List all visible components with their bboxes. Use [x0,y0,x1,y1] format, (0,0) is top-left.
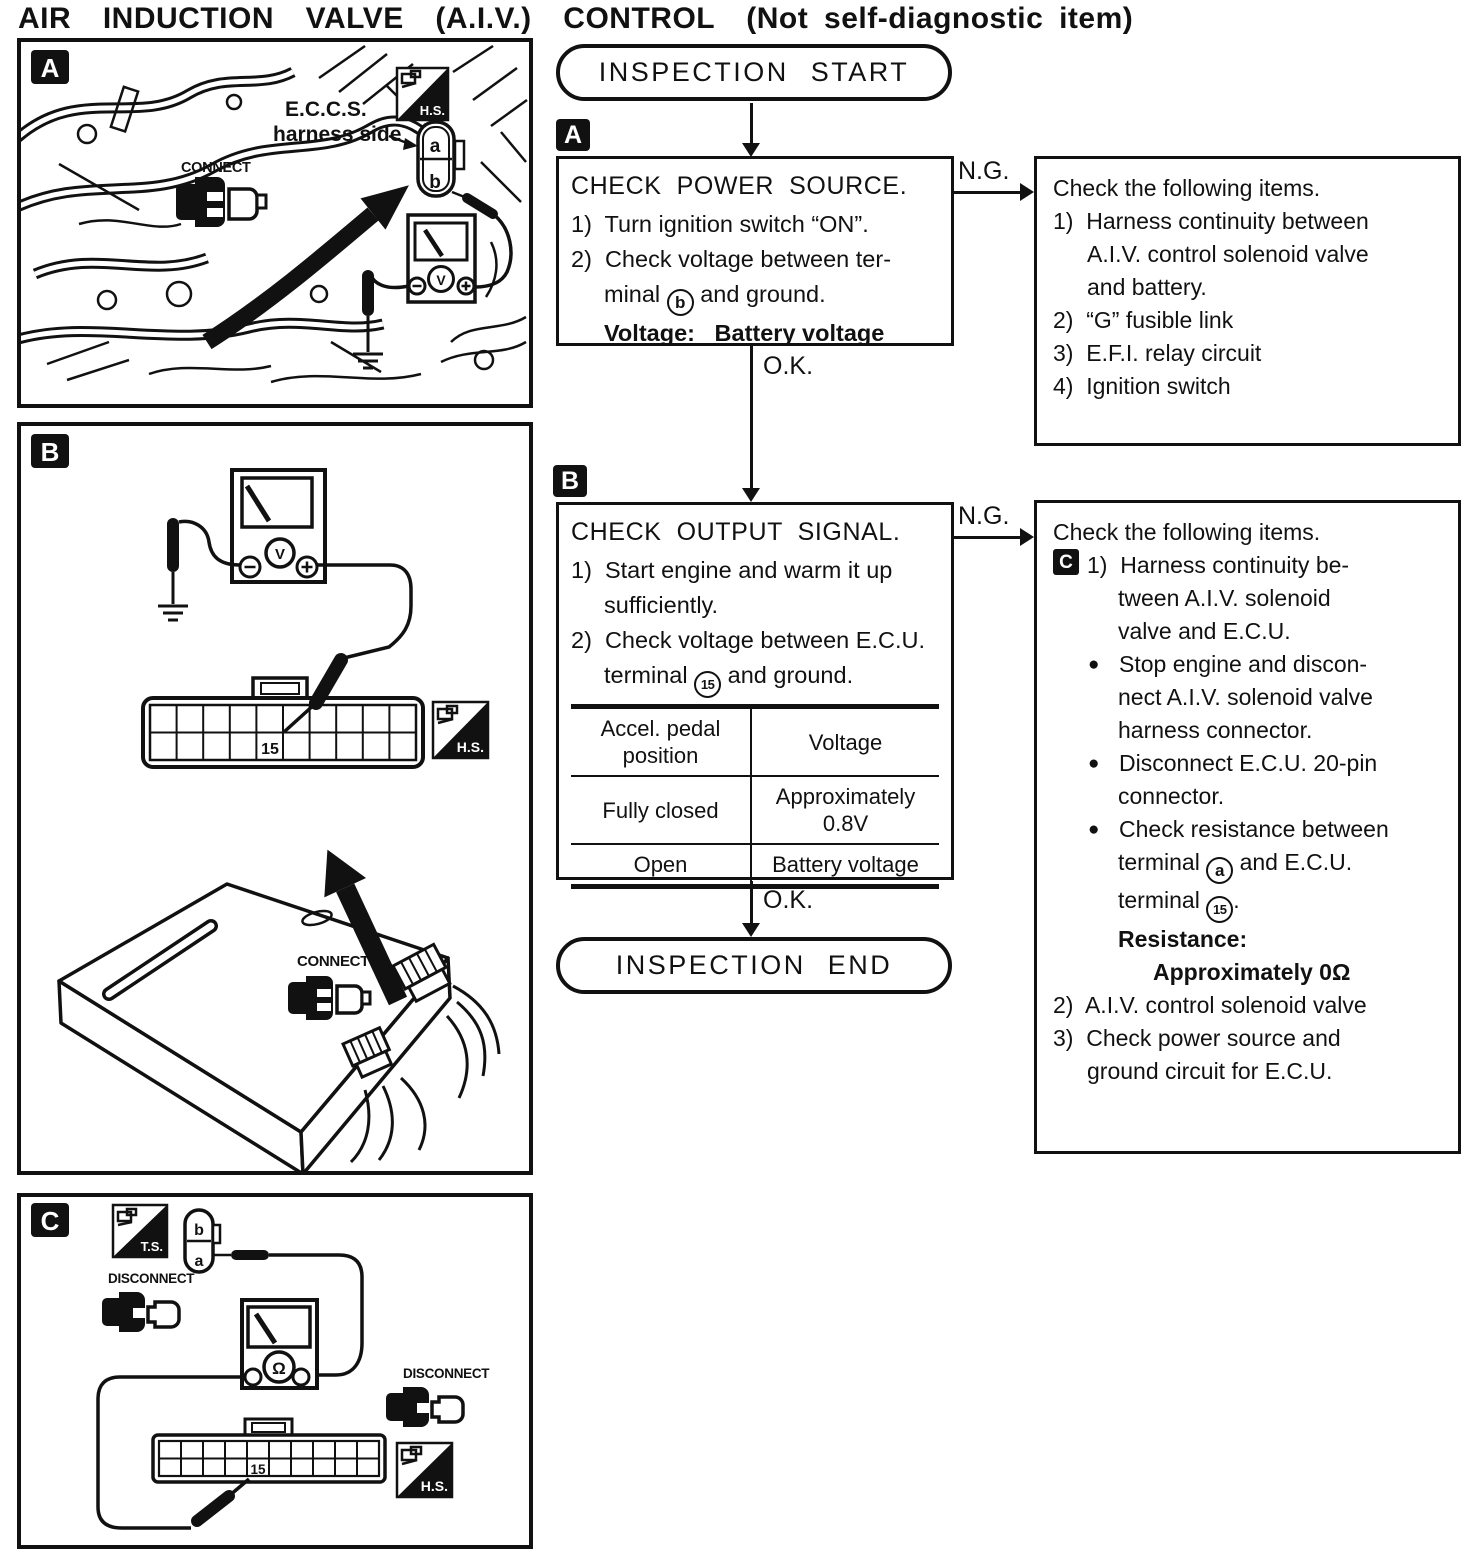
bullet-icon: ● [1088,654,1100,675]
terminal-b-label: b [429,172,441,193]
ok-label-2: O.K. [763,886,814,914]
hs-badge [433,702,488,758]
terminal-a-label: a [194,1253,204,1270]
table-cell: Approximately 0.8V [775,784,916,836]
arrowhead-down-icon [742,143,760,157]
step-a-result: Voltage: Battery voltage [604,320,885,346]
ng2-line: valve and E.C.U. [1118,618,1291,644]
ng1-item: and battery. [1087,274,1207,300]
ground-icon [353,354,383,368]
ts-badge-label: T.S. [140,1239,163,1254]
ohmmeter [242,1300,317,1388]
step-b-title: CHECK OUTPUT SIGNAL. [571,518,901,546]
ng2-bullet [1088,747,1442,780]
terminal-a-label: a [429,136,441,157]
table-cell: Open [571,845,752,884]
step-b-line: 1) Start engine and warm it up [571,557,893,583]
arrow-b-to-ng [954,536,1021,539]
inspection-end-node [556,937,952,994]
ng1-intro: Check the following items. [1053,175,1321,201]
arrowhead-down-icon [742,488,760,502]
ground-icon [158,606,188,620]
ecu-pin-connector [143,678,423,767]
check-output-signal-box [556,502,954,880]
ng2-resistance-value: Approximately 0Ω [1153,959,1351,985]
ng2-line: Check resistance between [1119,816,1389,842]
svg-text:B: B [40,437,60,467]
hs-badge [397,1443,452,1497]
bullet-icon: ● [1088,819,1100,840]
ng2-resistance-label: Resistance: [1118,926,1248,952]
svg-text:A: A [40,53,60,83]
ecu-pin-connector [153,1419,385,1482]
meter-ohm-label: Ω [272,1359,286,1378]
step-b-line: sufficiently. [604,592,719,618]
pin-15-label: 15 [250,1462,266,1477]
ng2-intro: Check the following items. [1053,519,1321,545]
step-a-line: 1) Turn ignition switch “ON”. [571,211,869,237]
hs-badge-label: H.S. [419,103,445,118]
harness-side-label: harness side [273,123,402,146]
ng-label-1: N.G. [958,157,1010,185]
bullet-icon: ● [1088,753,1100,774]
ng2-item-3: 3) Check power source and [1053,1025,1341,1051]
ng-check-items-box-2 [1034,500,1461,1154]
disconnect-icon-right [386,1366,490,1427]
pin-15-label: 15 [261,741,279,758]
ng2-line: terminal a and E.C.U. [1118,846,1442,884]
table-header-cell: Voltage [808,729,883,755]
arrow-a-to-ng [954,191,1021,194]
arrow-start-to-a [750,103,753,144]
ok-label-1: O.K. [763,352,814,380]
hs-badge [397,68,448,120]
ts-badge [113,1205,167,1257]
arrow-a-to-b [750,346,753,489]
table-header-cell: Accel. pedal position [571,709,752,775]
meter-v-label: V [436,272,446,288]
step-b-line: terminal 15 and ground. [604,658,939,698]
connect-label: CONNECT [181,160,251,176]
figure-c-resistance-check [17,1193,533,1549]
check-power-source-box [556,156,954,346]
hs-badge-label: H.S. [456,739,484,755]
step-b-marker: B [553,465,587,497]
ng1-item: 4) Ignition switch [1053,373,1231,399]
meter-v-label: V [274,546,286,563]
ecu-box-art [59,840,499,1171]
ng2-line: 1) Harness continuity be- [1087,552,1350,578]
connect-label: CONNECT [297,953,370,970]
step-a-title: CHECK POWER SOURCE. [571,172,908,200]
page-title: AIR INDUCTION VALVE (A.I.V.) CONTROL (Not self-diagnostic item) [18,2,1134,35]
arrowhead-right-icon [1020,183,1034,201]
table-cell: Battery voltage [772,852,919,877]
ng1-item: 1) Harness continuity between [1053,208,1369,234]
inspection-end-label: INSPECTION END [615,950,893,980]
terminal-b-label: b [194,1222,204,1239]
arrowhead-down-icon [742,923,760,937]
ng2-line: nect A.I.V. solenoid valve [1118,684,1373,710]
ng1-item: A.I.V. control solenoid valve [1087,241,1369,267]
table-row [571,845,939,884]
figure-a-marker [31,50,69,84]
ng2-item-2: 2) A.I.V. control solenoid valve [1053,992,1367,1018]
table-header-row [571,709,939,777]
ng2-item-1 [1053,549,1442,582]
disconnect-label: DISCONNECT [108,1271,195,1286]
figure-b-ecu-check [17,422,533,1175]
eccs-label: E.C.C.S. [285,98,367,121]
step-c-marker: C [1053,549,1079,575]
ng-check-items-box-1 [1034,156,1461,446]
disconnect-label: DISCONNECT [403,1366,490,1381]
arrow-b-to-end [750,881,753,924]
ng2-line: connector. [1118,783,1225,809]
ng2-line: Disconnect E.C.U. 20-pin [1119,750,1378,776]
ng2-line: terminal 15 . [1118,884,1442,923]
ng2-line: harness connector. [1118,717,1313,743]
figure-b-marker [31,434,69,468]
step-b-line: 2) Check voltage between E.C.U. [571,627,925,653]
ng2-line: Stop engine and discon- [1119,651,1368,677]
hs-badge-label: H.S. [420,1478,448,1494]
ng2-bullet [1088,813,1442,846]
svg-text:C: C [40,1206,60,1236]
ng2-bullet [1088,648,1442,681]
step-a-line: 2) Check voltage between ter- [571,246,892,272]
table-row [571,777,939,845]
table-cell: Fully closed [571,777,752,843]
connect-icon [176,177,266,227]
voltage-table [571,704,939,889]
disconnect-icon-left [102,1271,195,1332]
inspection-start-node [556,44,952,101]
figure-a-engine-connector [17,38,533,408]
figure-c-marker [31,1203,69,1237]
ng-label-2: N.G. [958,502,1010,530]
arrowhead-right-icon [1020,528,1034,546]
ng1-item: 2) “G” fusible link [1053,307,1234,333]
ng2-line: tween A.I.V. solenoid [1118,585,1331,611]
inspection-start-label: INSPECTION START [598,57,910,87]
ng1-item: 3) E.F.I. relay circuit [1053,340,1262,366]
step-a-marker: A [556,119,590,151]
step-a-line: minal b and ground. [604,277,939,316]
ng2-line: ground circuit for E.C.U. [1087,1058,1333,1084]
